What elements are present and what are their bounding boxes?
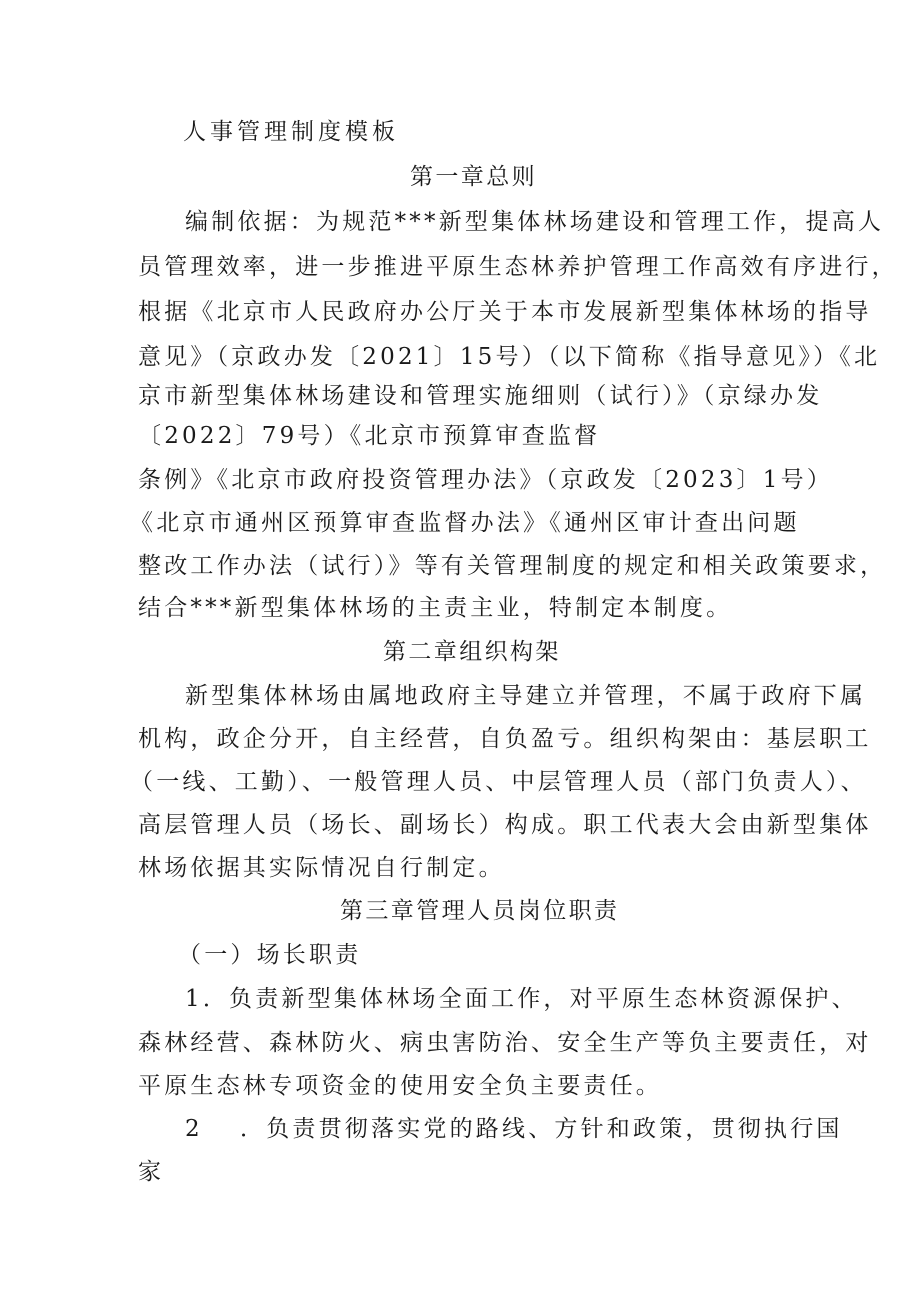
chapter-1-paragraph-line: 结合***新型集体林场的主责主业，特制定本制度。 (138, 595, 733, 621)
chapter-1-paragraph-line: 《北京市通州区预算审查监督办法》《通州区审计查出问题 (130, 510, 800, 536)
chapter-1-paragraph-line: 编制依据：为规范***新型集体林场建设和管理工作，提高人 (185, 209, 885, 235)
chapter-1-paragraph-line: 条例》《北京市政府投资管理办法》（京政发〔2023〕1号） (138, 467, 833, 493)
duty-item-1-line: 森林经营、森林防火、病虫害防治、安全生产等负主要责任，对 (138, 1030, 872, 1056)
chapter-2-paragraph-line: 新型集体林场由属地政府主导建立并管理，不属于政府下属 (185, 683, 867, 709)
duty-item-2-line: 家 (138, 1159, 165, 1185)
duty-item-2-number: 2 (185, 1116, 203, 1142)
chapter-1-paragraph-line: 意见》（京政办发〔2021〕15号）（以下简称《指导意见》）《北 (138, 344, 881, 370)
duty-item-2-line: ．负责贯彻落实党的路线、方针和政策，贯彻执行国 (240, 1116, 843, 1142)
chapter-2-paragraph-line: 林场依据其实际情况自行制定。 (138, 855, 505, 881)
duty-item-1-line: 平原生态林专项资金的使用安全负主要责任。 (138, 1073, 662, 1099)
chapter-2-paragraph-line: （一线、工勤）、一般管理人员、中层管理人员（部门负责人）、 (130, 769, 867, 795)
chapter-1-heading: 第一章总则 (410, 164, 537, 190)
chapter-2-paragraph-line: 机构，政企分开，自主经营，自负盈亏。组织构架由：基层职工 (138, 726, 872, 752)
section-heading-director-duties: （一）场长职责 (178, 942, 362, 968)
chapter-1-paragraph-line: 根据《北京市人民政府办公厅关于本市发展新型集体林场的指导 (138, 299, 872, 325)
chapter-1-paragraph-line: 整改工作办法（试行）》等有关管理制度的规定和相关政策要求， (138, 553, 887, 579)
chapter-3-heading: 第三章管理人员岗位职责 (340, 898, 620, 924)
chapter-1-paragraph-line: 〔2022〕79号）《北京市预算审查监督 (138, 423, 601, 449)
document-title: 人事管理制度模板 (183, 119, 399, 145)
chapter-1-paragraph-line: 京市新型集体林场建设和管理实施细则（试行）》（京绿办发 (138, 383, 823, 409)
chapter-2-paragraph-line: 高层管理人员（场长、副场长）构成。职工代表大会由新型集体 (138, 812, 872, 838)
duty-item-1-line: 1．负责新型集体林场全面工作，对平原生态林资源保护、 (185, 986, 858, 1012)
chapter-1-paragraph-line: 员管理效率，进一步推进平原生态林养护管理工作高效有序进行， (138, 254, 898, 280)
chapter-2-heading: 第二章组织构架 (383, 639, 561, 665)
